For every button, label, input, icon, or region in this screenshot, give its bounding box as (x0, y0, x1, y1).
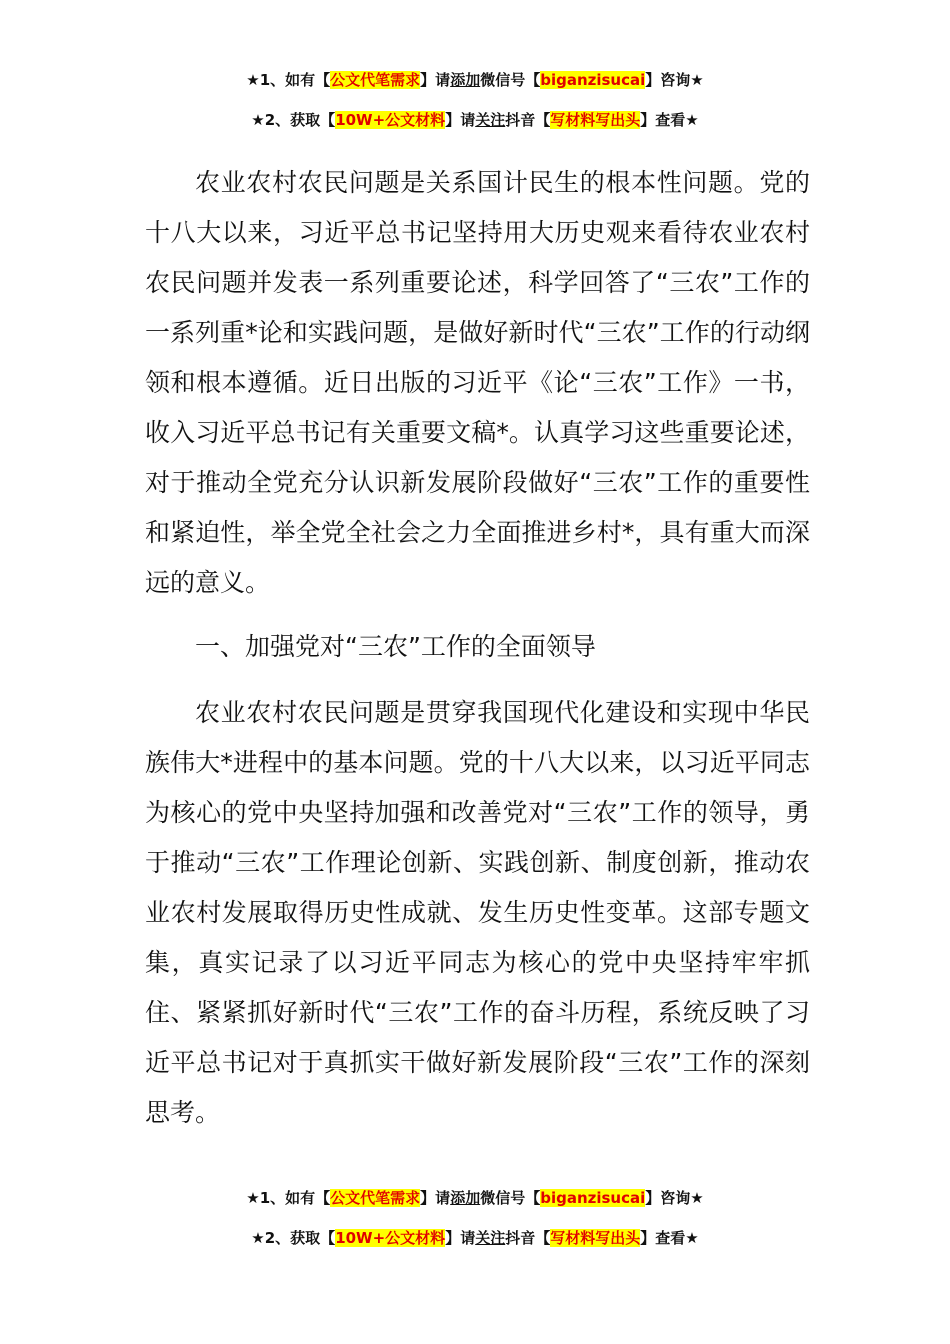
section-heading-1: 一、加强党对“三农”工作的全面领导 (195, 632, 596, 661)
highlight-wechat-id: biganzisucai (540, 1189, 646, 1207)
header-banner (0, 68, 950, 148)
banner-text: 】请 (445, 1229, 476, 1247)
underlined-text: 关注 (475, 111, 506, 129)
banner-text: 微信号【 (480, 71, 541, 89)
footer-banner (0, 1186, 950, 1266)
banner-text: 】请 (445, 111, 476, 129)
banner-text: 】查看★ (640, 111, 699, 129)
underlined-text: 关注 (475, 1229, 506, 1247)
banner-text: 】请 (420, 1189, 451, 1207)
highlight-douyin-id: 写材料写出头 (550, 1229, 641, 1247)
banner-text: 抖音【 (505, 111, 551, 129)
banner-text: 微信号【 (480, 1189, 541, 1207)
banner-line-1 (0, 1186, 950, 1226)
highlight-materials: 10W+公文材料 (335, 1229, 446, 1247)
underlined-text: 添加 (450, 71, 481, 89)
highlight-service: 公文代笔需求 (330, 1189, 421, 1207)
banner-text: ★2、获取【 (251, 111, 336, 129)
banner-text: 】咨询★ (645, 1189, 704, 1207)
banner-line-1 (0, 68, 950, 108)
paragraph-section-1: 农业农村农民问题是贯穿我国现代化建设和实现中华民族伟大*进程中的基本问题。党的十八大以来，以习近平同志为核心的党中央坚持加强和改善党对“三农”工作的领导，勇于推动“三农”工作理论创新、实践创新、制度创新，推动农业农村发展取得历史性成就、发生历史性变革。这部专题文集，真实记录了以习近平同志为核心的党中央坚持牢牢抓住、紧紧抓好新时代“三农”工作的奋斗历程，系统反映了习近平总书记对于真抓实干做好新发展阶段“三农”工作的深刻思考。 (145, 698, 810, 1127)
banner-text: ★1、如有【 (246, 1189, 331, 1207)
highlight-service: 公文代笔需求 (330, 71, 421, 89)
banner-text: 】咨询★ (645, 71, 704, 89)
paragraph-intro: 农业农村农民问题是关系国计民生的根本性问题。党的十八大以来，习近平总书记坚持用大历史观来看待农业农村农民问题并发表一系列重要论述，科学回答了“三农”工作的一系列重*论和实践问题，是做好新时代“三农”工作的行动纲领和根本遵循。近日出版的习近平《论“三农”工作》一书，收入习近平总书记有关重要文稿*。认真学习这些重要论述，对于推动全党充分认识新发展阶段做好“三农”工作的重要性和紧迫性，举全党全社会之力全面推进乡村*，具有重大而深远的意义。 (145, 168, 810, 597)
highlight-materials: 10W+公文材料 (335, 111, 446, 129)
banner-line-2 (0, 108, 950, 148)
banner-text: 】查看★ (640, 1229, 699, 1247)
banner-text: 】请 (420, 71, 451, 89)
banner-text: ★1、如有【 (246, 71, 331, 89)
banner-text: 抖音【 (505, 1229, 551, 1247)
highlight-wechat-id: biganzisucai (540, 71, 646, 89)
highlight-douyin-id: 写材料写出头 (550, 111, 641, 129)
banner-line-2 (0, 1226, 950, 1266)
underlined-text: 添加 (450, 1189, 481, 1207)
banner-text: ★2、获取【 (251, 1229, 336, 1247)
